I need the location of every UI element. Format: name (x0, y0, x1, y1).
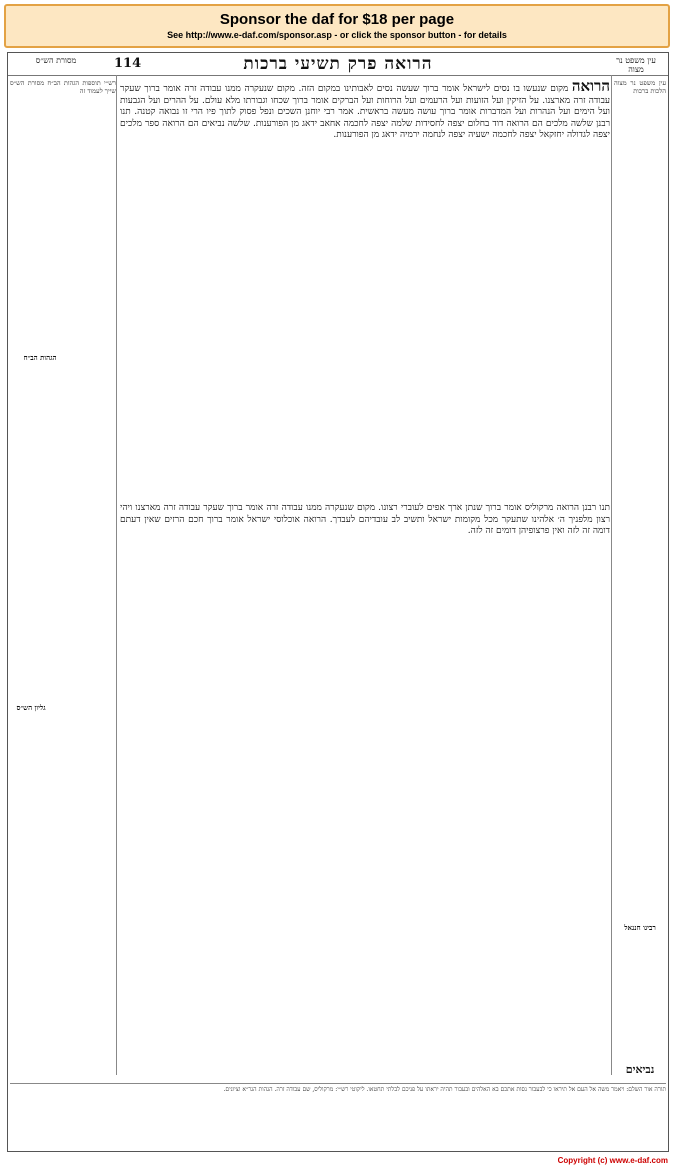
left-margin-text: רש״י תוספות הגהות הב״ח מסורת הש״ס שייך לעמוד זה (10, 79, 116, 95)
copyright-link[interactable]: Copyright (c) www.e-daf.com (557, 1156, 668, 1165)
sponsor-banner-subtitle[interactable]: See http://www.e-daf.com/sponsor.asp - or click the sponsor button - for details (167, 30, 507, 40)
page-number: 114 (114, 56, 142, 71)
talmud-page (7, 52, 669, 1152)
right-margin-text: עין משפט נר מצוה הלכות ברכות (614, 79, 666, 95)
main-text-block (120, 81, 610, 501)
section-label-gilyon: גליון הש״ס (16, 703, 46, 712)
main-text-paragraph-3: תנו רבנן הרואה מרקוליס אומר ברוך שנתן ארך אפים לעוברי רצונו. מקום שנעקרה ממנו עבודה זרה אומר ברוך שעקר עבודה זרה מארצנו ויהי רצון מלפניך ה׳ אלהינו שתעקר מכל מקומות ישראל ותשיב לב עובדיהם לעבדך. הרואה אוכלוסי ישראל אומר ברוך חכם הרזים שאין דעתם דומה זה לזה ואין פרצופיהן דומים זה לזה. (120, 503, 610, 536)
page-header (8, 53, 668, 76)
lower-text-block (120, 503, 610, 1023)
left-margin-commentary (10, 79, 116, 1069)
right-margin-commentary (614, 79, 666, 1069)
sponsor-banner[interactable] (4, 4, 670, 48)
running-title: הרואה פרק תשיעי ברכות (243, 54, 433, 74)
section-label-hagahot: הגהות הב״ח (23, 353, 57, 362)
sponsor-banner-title[interactable]: Sponsor the daf for $18 per page (219, 11, 455, 28)
opening-word: הרואה (571, 81, 610, 95)
main-text-paragraph-1: מקום שנעשו בו נסים לישראל אומר ברוך שעשה נסים לאבותינו במקום הזה. מקום שנעקרה ממנו עבודה זרה אומר ברוך שעקר עבודה זרה מארצנו. על הזיקין ועל הזועות ועל הרעמים ועל הרוחות ועל הברקים אומר ברוך שכחו וגבורתו מלא עולם. על ההרים ועל הגבעות ועל הימים ועל הנהרות ועל המדברות אומר ברוך עושה מעשה בראשית. (120, 84, 610, 117)
footnotes-text: תורה אור השלם: ויאמר משה אל העם אל תיראו כי לבעבור נסות אתכם בא האלהים ובעבור תהיה יראתו על פניכם לבלתי תחטאו. ליקוטי רש״י: מרקוליס, שם עבודה זרה. הגהות הגר״א וציונים. (223, 1086, 666, 1093)
column-divider-left (116, 75, 117, 1075)
footnotes-block (10, 1083, 666, 1150)
ein-mishpat-label: עין משפט נר מצוה (616, 56, 656, 74)
main-text-paragraph-2: אמר רבי יוחנן השכים ונפל פסוק לתוך פיו הרי זו נבואה קטנה. תנו רבנן שלשה מלכים הם הרואה דוד בחלום יצפה לחסידות שלמה יצפה לחכמה אחאב ידאג מן הפורענות. שלשה נביאים הם הרואה ספר מלכים יצפה לגדולה יחזקאל יצפה לחכמה ישעיה יצפה לנחמה ירמיה ידאג מן הפורענות. (120, 107, 610, 140)
section-label-neviim: נביאים (625, 1063, 655, 1076)
masoret-hashas-label: מסורת הש״ס (35, 56, 77, 65)
section-label-rabbeinu-chananel: רבינו חננאל (624, 923, 656, 932)
column-divider-right (611, 75, 612, 1075)
